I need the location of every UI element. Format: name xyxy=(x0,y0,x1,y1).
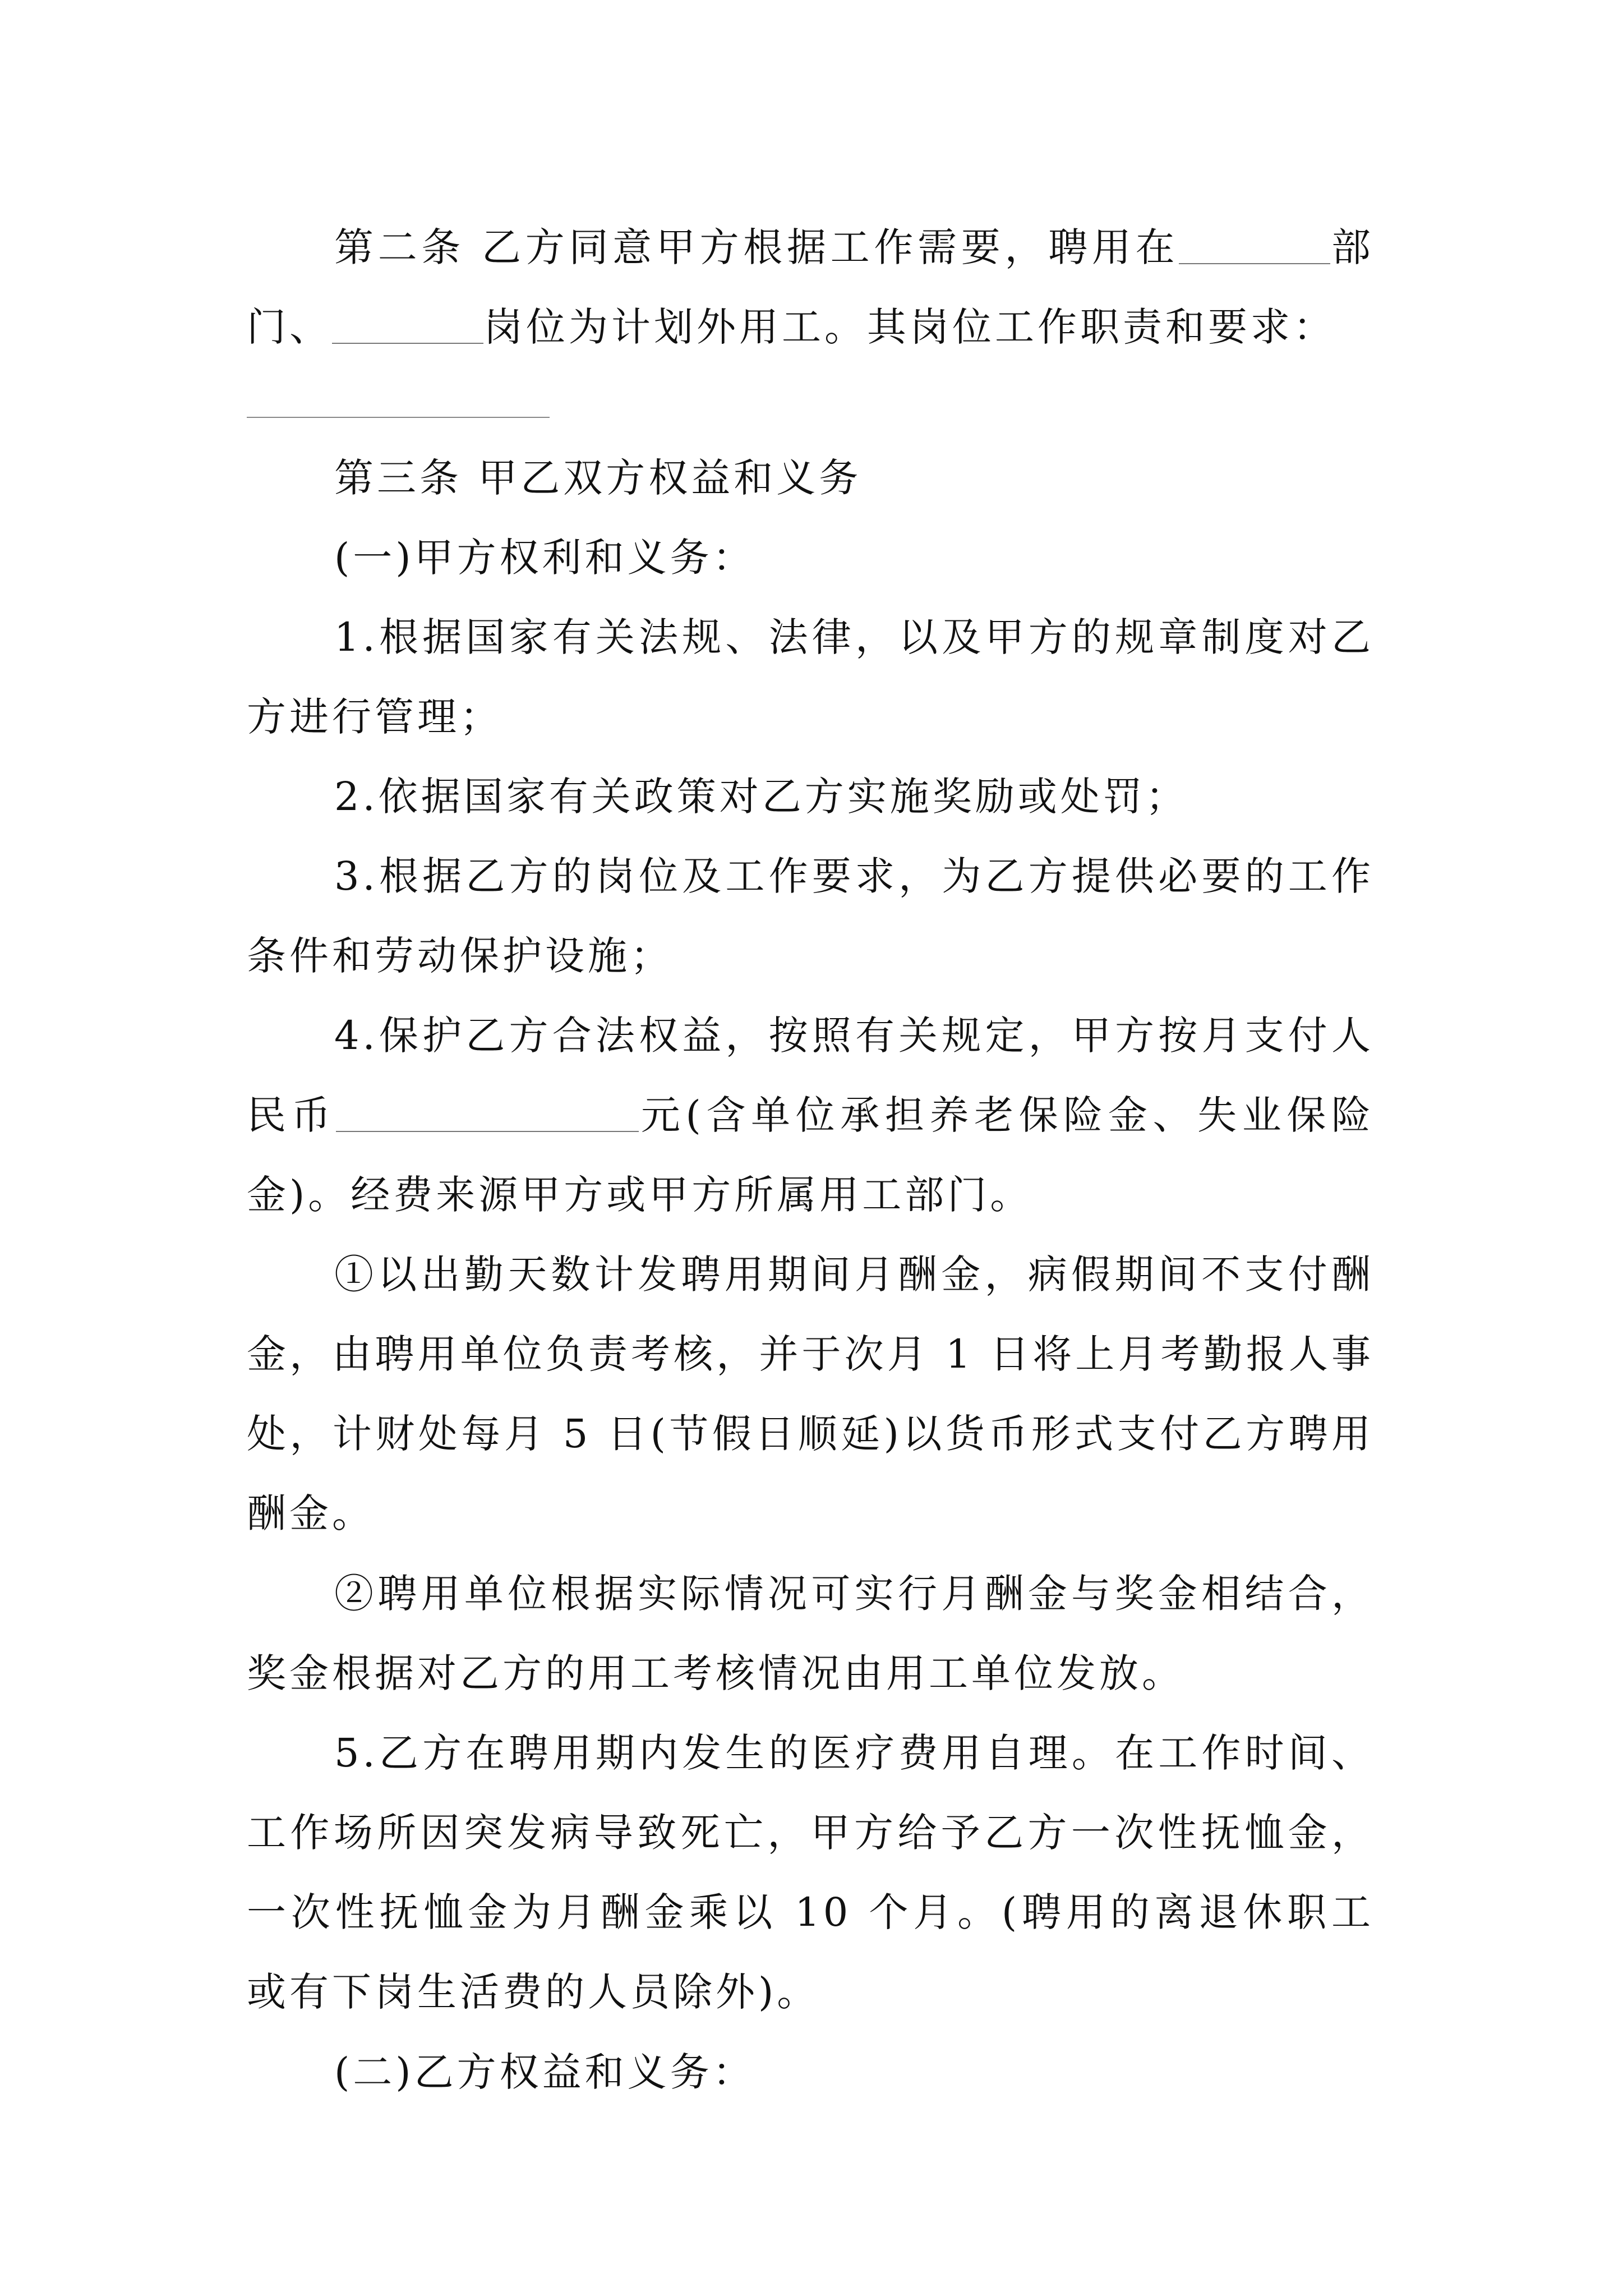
position-blank xyxy=(332,308,483,344)
item-4-paragraph xyxy=(247,996,1374,1235)
department-blank xyxy=(1179,228,1330,264)
article-2-text-1: 第二条 乙方同意甲方根据工作需要，聘用在 xyxy=(334,224,1179,270)
article-2-text-3: 岗位为计划外用工。其岗位工作职责和要求： xyxy=(483,304,1336,350)
item-5: 5.乙方在聘用期内发生的医疗费用自理。在工作时间、工作场所因突发病导致死亡，甲方给予乙方一次性抚恤金，一次性抚恤金为月酬金乘以 10 个月。(聘用的离退休职工或有下岗生活费的人员除外)。 xyxy=(247,1730,1374,2015)
article-3-title: 第三条 甲乙双方权益和义务 xyxy=(334,455,862,501)
section-1-title: (一)甲方权利和义务： xyxy=(334,535,755,581)
sub-item-2: ②聘用单位根据实际情况可实行月酬金与奖金相结合，奖金根据对乙方的用工考核情况由用工单位发放。 xyxy=(247,1571,1374,1696)
item-2: 2.依据国家有关政策对乙方实施奖励或处罚； xyxy=(334,774,1188,820)
article-2-text-2: 部门、 xyxy=(247,224,1375,350)
duties-blank-line xyxy=(247,417,550,418)
item-4-text-1: 4.保护乙方合法权益，按照有关规定，甲方按月支付人民币 xyxy=(247,1013,1374,1138)
item-3: 3.根据乙方的岗位及工作要求，为乙方提供必要的工作条件和劳动保护设施； xyxy=(247,853,1374,979)
item-4-text-2: 元(含单位承担养老保险金、失业保险金)。经费来源甲方或甲方所属用工部门。 xyxy=(247,1092,1375,1218)
sub-item-1: ①以出勤天数计发聘用期间月酬金，病假期间不支付酬金，由聘用单位负责考核，并于次月 1 日将上月考勤报人事处，计财处每月 5 日(节假日顺延)以货币形式支付乙方聘用酬金。 xyxy=(247,1251,1374,1536)
item-1: 1.根据国家有关法规、法律，以及甲方的规章制度对乙方进行管理； xyxy=(247,614,1374,740)
article-2-paragraph xyxy=(247,208,1374,367)
amount-blank xyxy=(336,1096,639,1132)
section-2-title: (二)乙方权益和义务： xyxy=(334,2049,755,2095)
